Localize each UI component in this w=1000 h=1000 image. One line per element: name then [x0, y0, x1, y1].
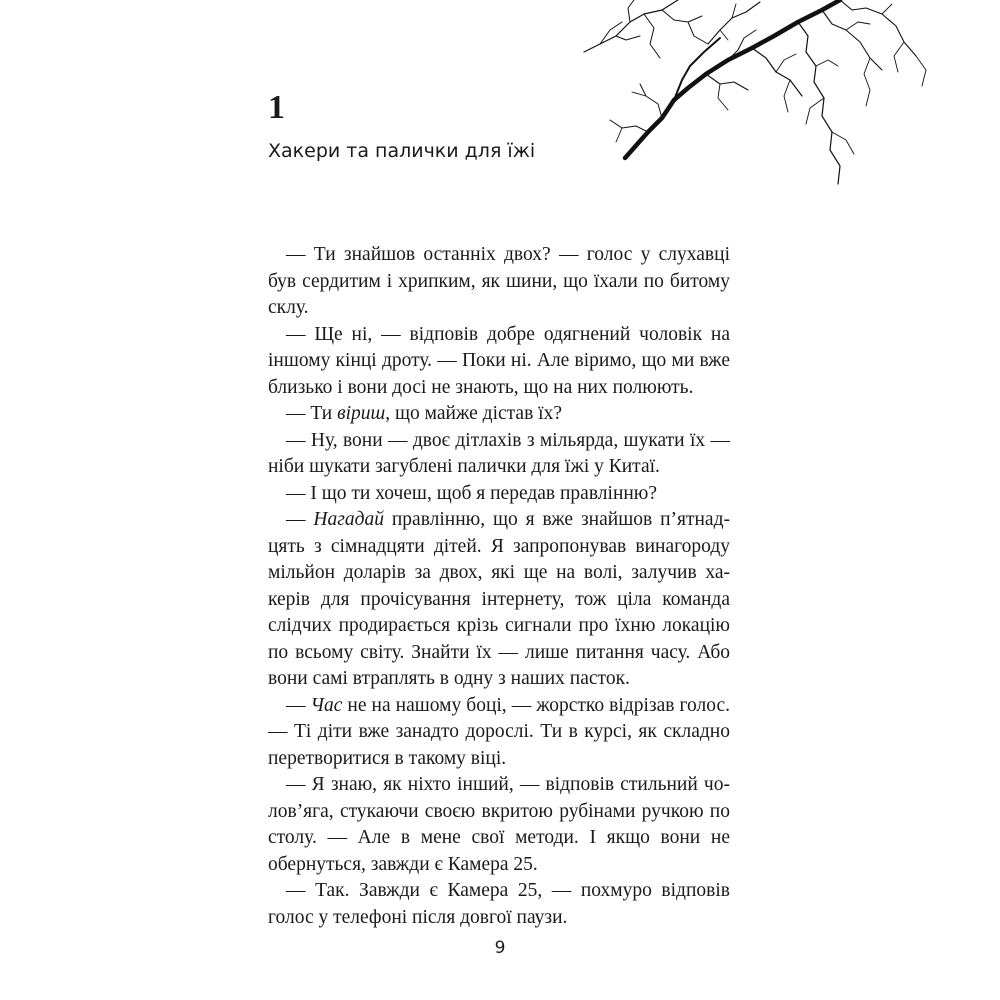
- chapter-body: [268, 242, 730, 931]
- paragraph: — Ти знайшов останніх двох? — голос у слухавці був сердитим і хрипким, як шини, що їхали по битому склу.: [268, 244, 730, 318]
- emphasis: Нагадай: [313, 509, 384, 530]
- paragraph: — Час не на нашому боці, — жорстко відрізав голос. — Ті діти вже занадто дорослі. Ти в курсі, як складно перетворитися в такому віці.: [268, 694, 731, 769]
- tree-branch-icon: [570, 0, 1000, 200]
- paragraph: — І що ти хочеш, щоб я передав правлінню?: [286, 482, 658, 504]
- paragraph: — Так. Завжди є Камера 25, — похмуро відповів голос у телефоні після довгої паузи.: [268, 880, 730, 928]
- chapter-number: 1: [268, 89, 285, 126]
- paragraph: — Я знаю, як ніхто інший, — відповів стильний чолов’яга, стукаючи своєю вкритою рубінами ручкою по столу. — Але в мене свої методи. І якщо вони не обернуться, завжди є Камера 25.: [268, 774, 730, 875]
- paragraph: — Нагадай правлінню, що я вже знайшов п’ятнадцять з сімнадцяти дітей. Я запропонував винагороду мільйон доларів за двох, які ще на волі, залучив хакерів для прочісування інтернету, тож ціла команда слідчих продирається крізь сигнали про їхню локацію по всьому світу. Знайти їх — лише питання часу. Або вони самі втраплять в одну з наших пасток.: [268, 509, 731, 689]
- page-number: 9: [494, 938, 506, 958]
- emphasis: віриш: [337, 403, 386, 424]
- paragraph: — Ти віриш, що майже дістав їх?: [286, 403, 562, 424]
- emphasis: Час: [310, 694, 343, 716]
- paragraph: — Ще ні, — відповів добре одягнений чоловік на іншому кінці дроту. — Поки ні. Але віримо, що ми вже близько і вони досі не знають, що на них полюють.: [268, 323, 730, 398]
- paragraph: — Ну, вони — двоє дітлахів з мільярда, шукати їх — ніби шукати загублені палички для їжі у Китаї.: [268, 429, 730, 477]
- chapter-title: Хакери та палички для їжі: [268, 140, 536, 162]
